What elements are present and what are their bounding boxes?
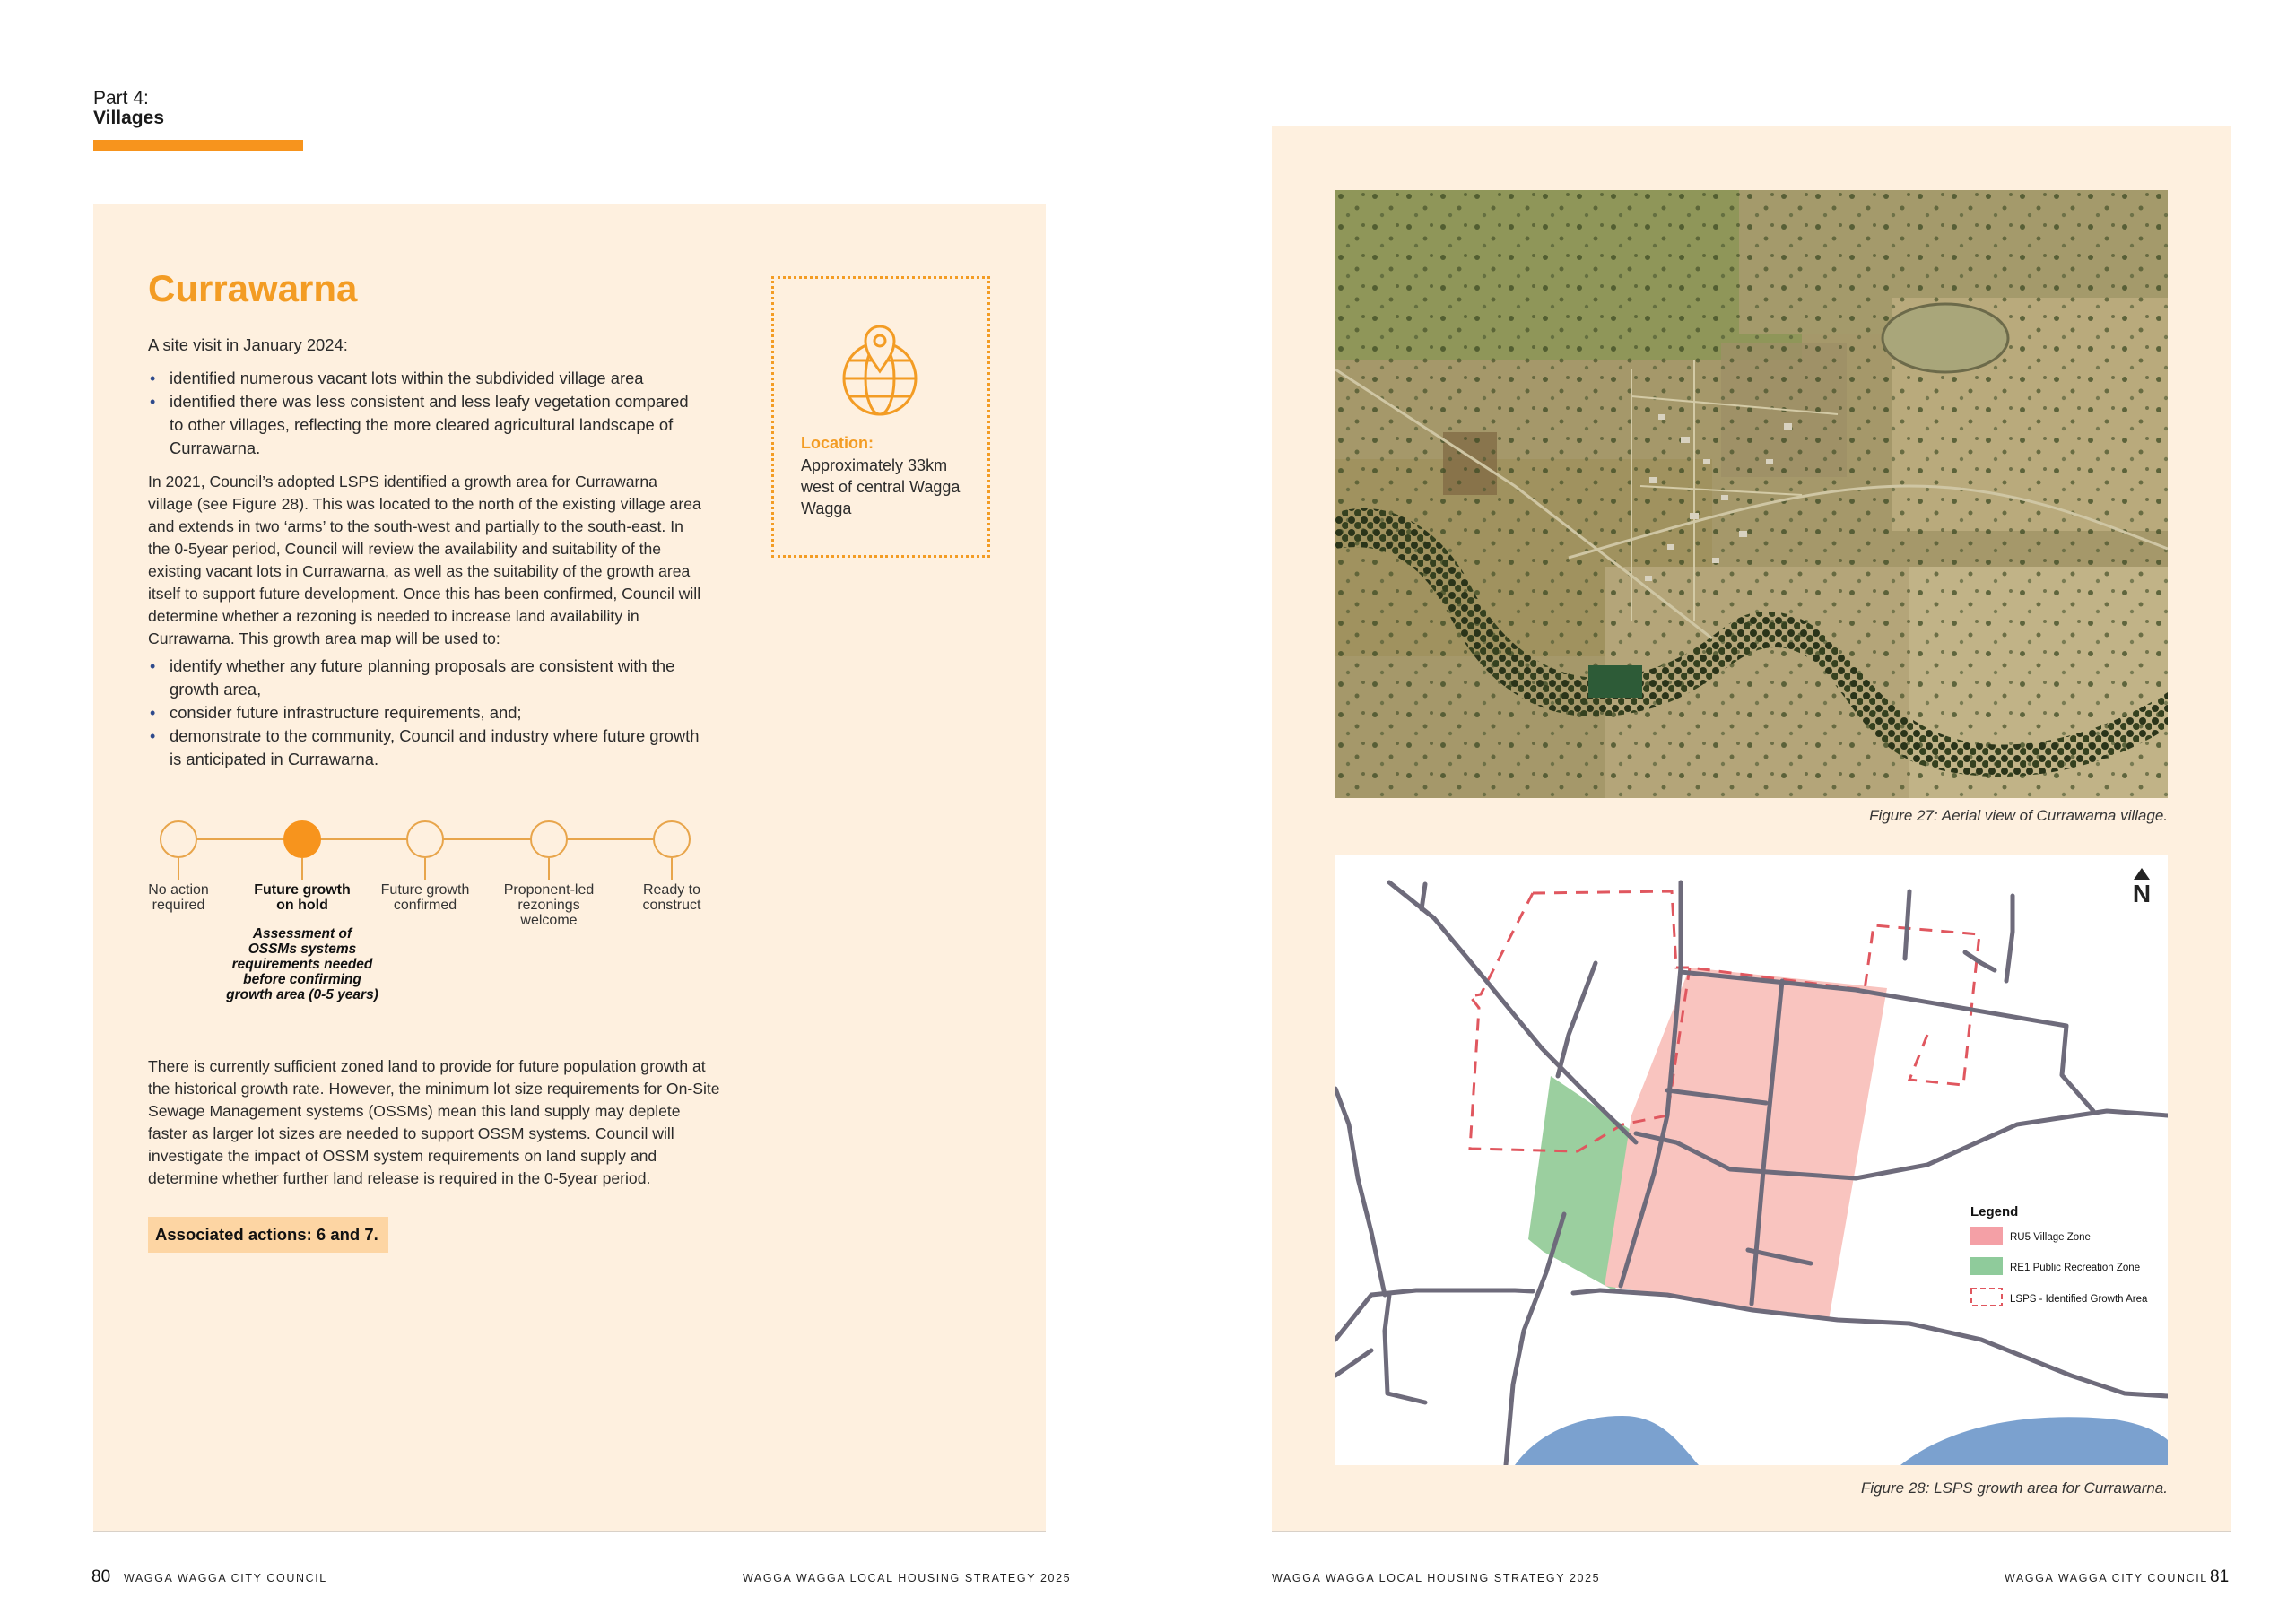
legend-label-recreation: RE1 Public Recreation Zone xyxy=(2010,1263,2141,1273)
timeline-label: Ready to construct xyxy=(642,882,701,913)
timeline-stem xyxy=(178,858,179,880)
legend-swatch-recreation xyxy=(1970,1257,2003,1275)
village-zone xyxy=(1605,968,1887,1320)
list-item: • consider future infrastructure requirements, and; xyxy=(150,703,522,722)
list-item: • identified there was less consistent and less leafy vegetation compared to other villages, reflecting the more cleared agricultural landscape of Currawarna. xyxy=(150,392,689,457)
list-item: • identified numerous vacant lots within the subdivided village area xyxy=(150,369,644,387)
part-label: Part 4: xyxy=(93,88,149,108)
timeline-note: Assessment of OSSMs systems requirements needed before confirming growth area (0-5 years) xyxy=(226,926,378,1002)
timeline-stem xyxy=(424,858,426,880)
growth-area-paragraph: In 2021, Council’s adopted LSPS identified a growth area for Currawarna village (see Figure 28). This was located to the north of the existing village area and extends in two ‘arms’ to the south-west and partially to the south-east. In the 0-5year period, Council will review the availability and suitability of the existing vacant lots in Currawarna, as well as the suitability of the growth area itself to support future development. Once this has been confirmed, Council will determine whether a rezoning is needed to increase land availability in Currawarna. This growth area map will be used to: xyxy=(148,473,701,647)
aerial-photo xyxy=(1335,190,2168,798)
location-globe-icon xyxy=(839,316,921,421)
timeline-label-active: Future growth on hold xyxy=(254,882,351,913)
timeline-label: Proponent-led rezonings welcome xyxy=(503,882,595,928)
timeline-stem xyxy=(548,858,550,880)
river xyxy=(1515,1416,1699,1465)
land-supply-paragraph: There is currently sufficient zoned land to provide for future population growth at the historical growth rate. However, the minimum lot size requirements for On-Site Sewage Management systems (OSSMs) mean this land supply may deplete faster as larger lot sizes are needed to support OSSM systems. Council will investigate the impact of OSSM system requirements on land supply and determine whether further land release is required in the 0-5year period. xyxy=(148,1057,720,1187)
footer-council-left: WAGGA WAGGA CITY COUNCIL xyxy=(124,1572,327,1584)
legend-swatch-growth xyxy=(1971,1289,2002,1306)
timeline-label: No action required xyxy=(148,882,209,913)
list-item: • identify whether any future planning proposals are consistent with the growth area, xyxy=(150,656,675,699)
timeline-stem xyxy=(671,858,673,880)
timeline-stem xyxy=(301,858,303,880)
legend-label-village: RU5 Village Zone xyxy=(2010,1232,2091,1243)
legend-label-growth: LSPS - Identified Growth Area xyxy=(2010,1294,2148,1305)
part-title: Villages xyxy=(93,108,164,128)
footer-council-right: WAGGA WAGGA CITY COUNCIL xyxy=(2005,1572,2208,1584)
north-arrow-icon xyxy=(2134,868,2150,880)
page-number-right: 81 xyxy=(2210,1567,2230,1586)
site-visit-list xyxy=(148,367,704,460)
associated-actions-badge: Associated actions: 6 and 7. xyxy=(148,1217,388,1253)
footer-strategy-right: WAGGA WAGGA LOCAL HOUSING STRATEGY 2025 xyxy=(1272,1572,1601,1584)
footer-strategy-left: WAGGA WAGGA LOCAL HOUSING STRATEGY 2025 xyxy=(743,1572,1072,1584)
timeline-node-no-action xyxy=(160,820,197,858)
list-item: • demonstrate to the community, Council and industry where future growth is anticipated in Currawarna. xyxy=(150,726,700,768)
north-label: N xyxy=(2132,880,2152,907)
legend-title: Legend xyxy=(1970,1204,2019,1219)
location-text: Approximately 33km west of central Wagga Wagga xyxy=(801,456,961,517)
map-use-list xyxy=(148,655,704,771)
figure-28-caption: Figure 28: LSPS growth area for Currawarna. xyxy=(1860,1480,2168,1497)
intro-text: A site visit in January 2024: xyxy=(148,335,348,354)
page-title: Currawarna xyxy=(148,267,358,309)
timeline-node-construct xyxy=(653,820,691,858)
figure-27-caption: Figure 27: Aerial view of Currawarna village. xyxy=(1869,807,2168,824)
header-accent-bar xyxy=(93,140,303,151)
page-number-left: 80 xyxy=(91,1567,111,1586)
river xyxy=(1900,1417,2168,1465)
timeline-node-on-hold xyxy=(283,820,321,858)
lsps-growth-map xyxy=(1335,855,2168,1465)
timeline-node-rezonings xyxy=(530,820,568,858)
legend-swatch-village xyxy=(1970,1227,2003,1245)
timeline-node-confirmed xyxy=(406,820,444,858)
location-label: Location: xyxy=(801,434,874,452)
timeline-label: Future growth confirmed xyxy=(380,882,470,913)
